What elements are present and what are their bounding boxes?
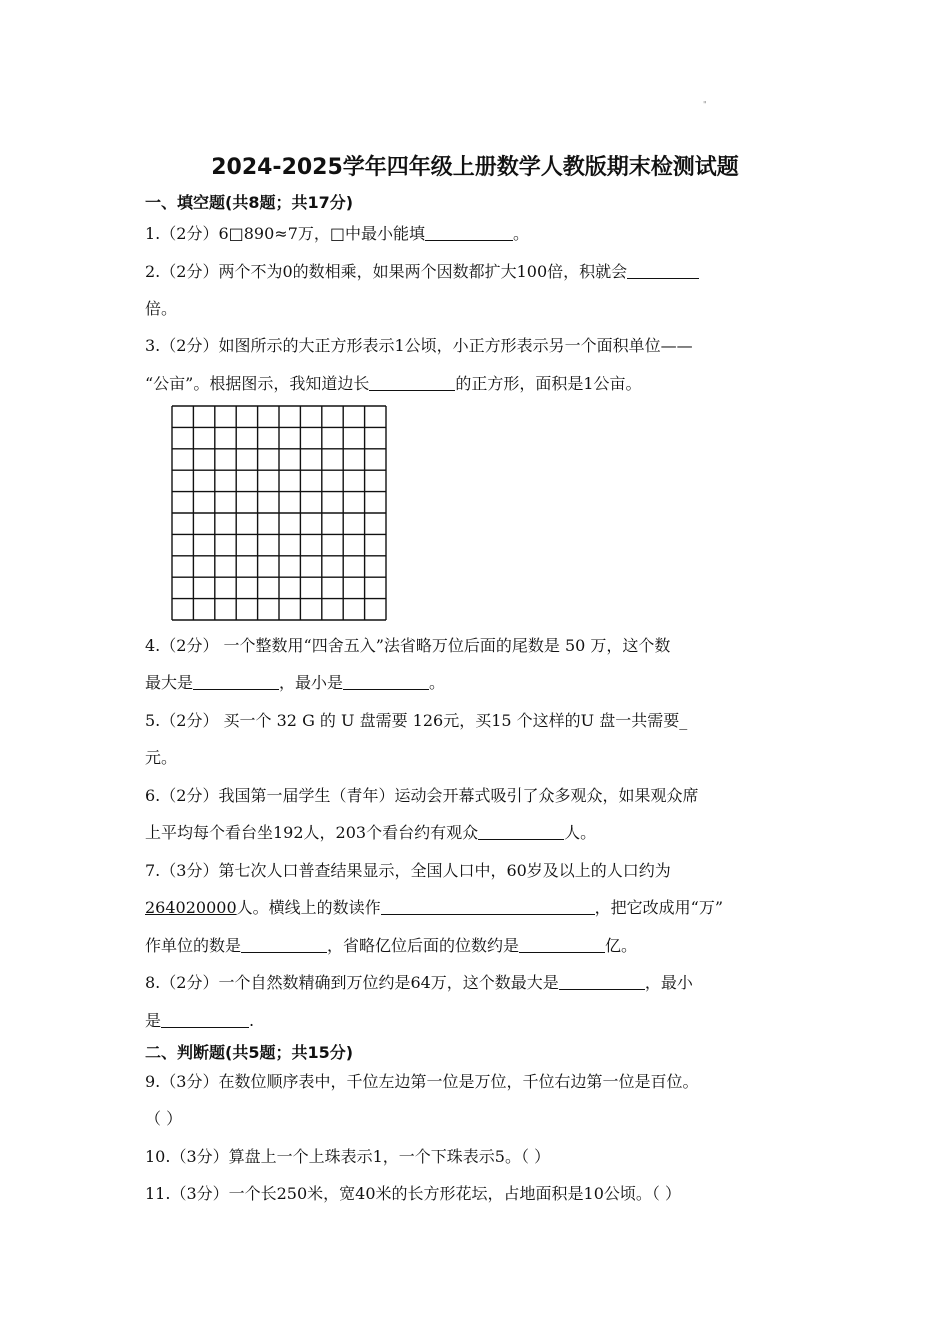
hectare-grid-figure	[171, 405, 387, 621]
question-5	[145, 702, 810, 739]
question-3	[145, 327, 810, 364]
page-mark: "	[703, 100, 707, 109]
answer-blank[interactable]	[193, 671, 279, 690]
answer-blank[interactable]	[425, 222, 513, 241]
question-11-text: 11.（3分）一个长250米，宽40米的长方形花坛，占地面积是10公顷。（ ）	[145, 1184, 681, 1203]
question-9-cont	[145, 1100, 810, 1137]
question-9-text: 9.（3分）在数位顺序表中，千位左边第一位是万位，千位右边第一位是百位。	[145, 1072, 699, 1091]
question-10-text: 10.（3分）算盘上一个上珠表示1，一个下珠表示5。（ ）	[145, 1147, 551, 1166]
question-6-cont: 上平均每个看台坐192人，203个看台约有观众 人。	[145, 823, 597, 842]
question-6	[145, 777, 810, 814]
question-7-text: 7.（3分）第七次人口普查结果显示，全国人口中，60岁及以上的人口约为	[145, 861, 671, 880]
question-2-cont: 倍。	[145, 299, 178, 318]
answer-blank[interactable]	[559, 971, 645, 990]
question-3-text: 3.（2分）如图所示的大正方形表示1公顷，小正方形表示另一个面积单位——	[145, 336, 693, 355]
question-4-text: 4.（2分） 一个整数用“四舍五入”法省略万位后面的尾数是 50 万，这个数	[145, 636, 671, 655]
question-8-cont: 是 .	[145, 1011, 255, 1030]
question-8: 8.（2分）一个自然数精确到万位约是64万，这个数最大是 ，最小	[145, 973, 693, 992]
question-5-cont: 元。	[145, 748, 178, 767]
answer-blank[interactable]	[343, 671, 429, 690]
answer-blank[interactable]	[381, 896, 595, 915]
question-6-text: 6.（2分）我国第一届学生（青年）运动会开幕式吸引了众多观众，如果观众席	[145, 786, 699, 805]
answer-blank[interactable]	[519, 934, 605, 953]
question-1: 1.（2分）6□890≈7万，□中最小能填 。	[145, 224, 530, 243]
page-title: 2024-2025学年四年级上册数学人教版期末检测试题	[211, 155, 739, 180]
question-8-text: 8.（2分）一个自然数精确到万位约是64万，这个数最大是	[145, 973, 559, 992]
answer-blank[interactable]	[161, 1009, 249, 1028]
question-9	[145, 1063, 810, 1100]
underlined-number: 264020000	[145, 898, 237, 917]
question-10	[145, 1138, 810, 1175]
question-5-text: 5.（2分） 买一个 32 G 的 U 盘需要 126元，买15 个这样的U 盘一共需要_	[145, 711, 688, 730]
question-3-cont: “公亩”。根据图示，我知道边长 的正方形，面积是1公亩。	[145, 374, 642, 393]
section-judge-title: 二、判断题(共5题；共15分)	[145, 1043, 354, 1062]
question-4	[145, 627, 810, 664]
section-fill-in-title: 一、填空题(共8题；共17分)	[145, 193, 354, 212]
answer-parentheses[interactable]: （ ）	[145, 1109, 183, 1128]
question-7-cont: 264020000人。横线上的数读作 ，把它改成用“万”	[145, 898, 724, 917]
question-2-text: 2.（2分）两个不为0的数相乘，如果两个因数都扩大100倍，积就会	[145, 262, 628, 281]
answer-blank[interactable]	[241, 934, 327, 953]
question-2	[145, 253, 810, 290]
question-7-cont2: 作单位的数是 ，省略亿位后面的位数约是 亿。	[145, 936, 638, 955]
question-1-text: 1.（2分）6□890≈7万，□中最小能填	[145, 224, 425, 243]
answer-blank[interactable]	[478, 821, 564, 840]
question-11	[145, 1175, 810, 1212]
answer-blank[interactable]	[627, 260, 699, 279]
question-4-cont: 最大是 ，最小是 。	[145, 673, 446, 692]
question-7	[145, 852, 810, 889]
answer-blank[interactable]	[369, 372, 455, 391]
